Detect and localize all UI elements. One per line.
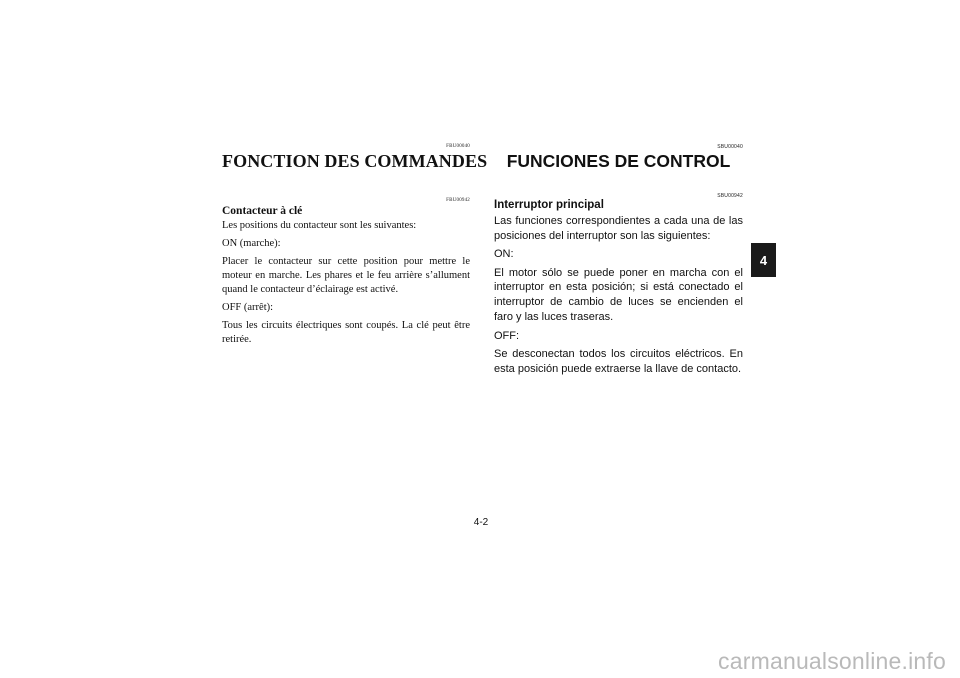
french-paragraph: OFF (arrêt): (222, 302, 274, 314)
spanish-paragraph: OFF: (494, 329, 520, 342)
spanish-heading-code: SBU00040 (717, 144, 743, 150)
french-paragraph: Placer le contacteur sur cette position pour mettre le moteur en marche. Les phares et le feu arrière s’allument quand le contacteur d’éclairage est activé. (222, 255, 470, 296)
page-number: 4-2 (473, 517, 489, 528)
french-section-title: Contacteur à clé (222, 205, 303, 217)
spanish-paragraph: Se desconectan todos los circuitos eléctricos. En esta posición puede extraerse la llave de contacto. (494, 347, 743, 375)
spanish-paragraph: Las funciones correspondientes a cada una de las posiciones del interruptor son las siguientes: (494, 215, 743, 242)
french-heading-code: FBU00040 (446, 144, 470, 149)
french-body (222, 219, 470, 351)
spanish-section-title: Interruptor principal (494, 199, 604, 211)
french-paragraph: Tous les circuits électriques sont coupés. La clé peut être retirée. (222, 320, 470, 346)
french-heading: FONCTION DES COMMANDES (222, 151, 488, 171)
spanish-heading: FUNCIONES DE CONTROL (506, 151, 731, 171)
spanish-paragraph: El motor sólo se puede poner en marcha con el interruptor en esta posición; si está conectado el interruptor de cambio de luces se encienden el faro y las luces traseras. (494, 266, 743, 324)
spanish-paragraph: ON: (494, 248, 514, 261)
chapter-tab: 4 (751, 243, 776, 277)
watermark: carmanualsonline.info (718, 648, 946, 674)
spanish-body (494, 214, 743, 380)
spanish-section-code: SBU00942 (717, 193, 743, 199)
french-paragraph: ON (marche): (222, 237, 281, 249)
french-section-code: FBU00942 (446, 198, 470, 203)
french-paragraph: Les positions du contacteur sont les suivantes: (222, 220, 417, 231)
